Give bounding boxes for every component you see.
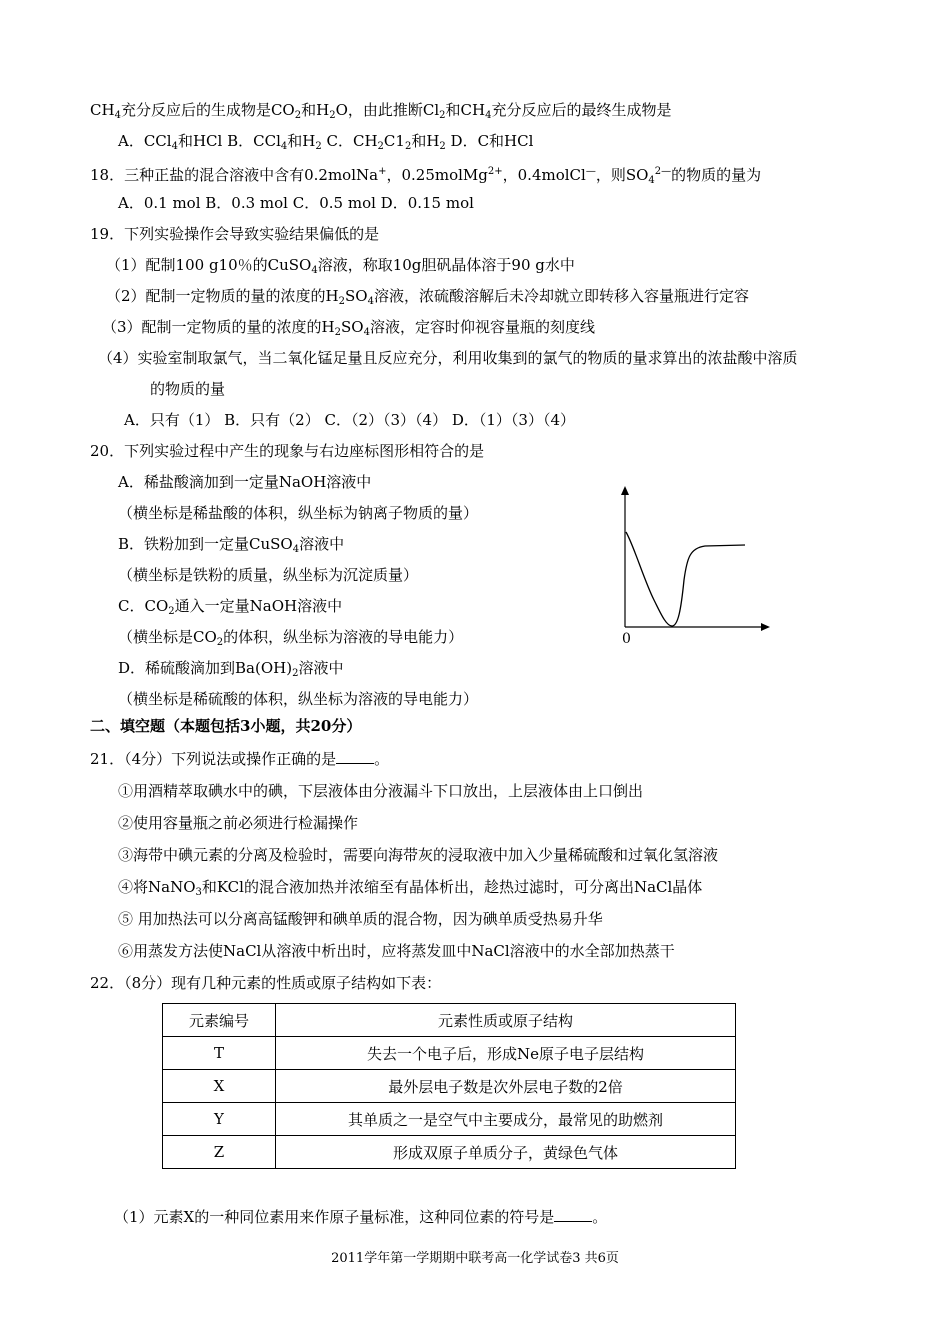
- text-run: C．CH: [321, 132, 378, 150]
- q19-item-3: [102, 317, 595, 343]
- text-run: 溶液，称取10g胆矾晶体溶于90 g水中: [317, 256, 575, 274]
- q19-item-1: [106, 255, 575, 281]
- q19-item-2: [106, 286, 749, 312]
- q20-option-b-note: （横坐标是铁粉的质量，纵坐标为沉淀质量）: [118, 566, 419, 584]
- text-run: 通入一定量NaOH溶液中: [174, 597, 343, 615]
- subscript: 4: [485, 110, 492, 121]
- subscript: 2: [439, 110, 446, 121]
- q19-item-4: （4）实验室制取氯气，当二氧化锰足量且反应充分，利用收集到的氯气的物质的量求算出的浓盐酸中溶质: [98, 349, 798, 367]
- text-run: B．铁粉加到一定量CuSO: [118, 535, 293, 553]
- text-run: C1: [383, 132, 405, 150]
- subscript: 4: [171, 141, 178, 152]
- q22-sub-1: [114, 1207, 607, 1227]
- text-run: 溶液，浓硫酸溶解后未冷却就立即转移入容量瓶进行定容: [373, 287, 749, 305]
- text-run: SO: [345, 287, 368, 305]
- subscript: 4: [311, 265, 318, 276]
- table-header-row: [163, 1004, 736, 1037]
- text-run: ，0.4molCl: [502, 166, 586, 184]
- subscript: 2: [329, 110, 336, 121]
- subscript: 4: [114, 110, 121, 121]
- table-row: [163, 1103, 736, 1136]
- q21-item-5: ⑤ 用加热法可以分离高锰酸钾和碘单质的混合物，因为碘单质受热易升华: [118, 910, 603, 928]
- graph-curve: [626, 532, 745, 626]
- graph-x-arrow: [761, 623, 770, 631]
- text-run: 充分反应后的最终生成物是: [491, 101, 672, 119]
- subscript: 2: [377, 141, 384, 152]
- q19-item-4-cont: 的物质的量: [150, 380, 226, 398]
- answer-blank[interactable]: [336, 749, 374, 764]
- text-run: CH: [90, 101, 115, 119]
- text-run: 和H: [301, 101, 330, 119]
- q21-stem-text: 21．（4分）下列说法或操作正确的是: [90, 750, 337, 768]
- subscript: 3: [195, 887, 202, 898]
- q20-option-c-note: [118, 627, 463, 653]
- q17-stem-line: [90, 100, 671, 126]
- table-row: [163, 1037, 736, 1070]
- superscript: 2+: [487, 166, 503, 177]
- subscript: 4: [363, 327, 370, 338]
- q21-item-3: ③海带中碘元素的分离及检验时，需要向海带灰的浸取液中加入少量稀硫酸和过氧化氢溶液: [118, 846, 719, 864]
- q21-item-6: ⑥用蒸发方法使NaCl从溶液中析出时，应将蒸发皿中NaCl溶液中的水全部加热蒸干: [118, 942, 675, 960]
- table-row: [163, 1136, 736, 1169]
- subscript: 2: [334, 327, 342, 338]
- q22-sub-1-text: （1）元素X的一种同位素用来作原子量标准，这种同位素的符号是: [114, 1208, 555, 1226]
- text-run: ④将NaNO: [118, 878, 196, 896]
- q22-sub-1-end: 。: [592, 1208, 608, 1226]
- q20-coordinate-graph: [610, 480, 780, 650]
- q20-option-a: A．稀盐酸滴加到一定量NaOH溶液中: [118, 473, 372, 491]
- text-run: （横坐标是CO: [118, 628, 217, 646]
- subscript: 2: [439, 141, 446, 152]
- text-run: 充分反应后的生成物是CO: [120, 101, 295, 119]
- text-run: 的体积，纵坐标为溶液的导电能力）: [223, 628, 464, 646]
- q20-option-a-note: （横坐标是稀盐酸的体积，纵坐标为钠离子物质的量）: [118, 504, 479, 522]
- text-run: 溶液中: [298, 659, 344, 677]
- text-run: 和HCl B．CCl: [177, 132, 281, 150]
- subscript: 2: [315, 141, 322, 152]
- text-run: 18．三种正盐的混合溶液中含有0.2molNa: [90, 166, 379, 184]
- q20-stem: 20．下列实验过程中产生的现象与右边座标图形相符合的是: [90, 442, 485, 460]
- text-run: D．C和HCl: [445, 132, 534, 150]
- subscript: 2: [216, 637, 224, 648]
- q21-item-4: [118, 877, 702, 903]
- q21-stem: [90, 749, 389, 769]
- table-cell: 形成双原子单质分子，黄绿色气体: [276, 1136, 736, 1169]
- q21-item-1: ①用酒精萃取碘水中的碘，下层液体由分液漏斗下口放出，上层液体由上口倒出: [118, 782, 644, 800]
- q20-option-d-note: （横坐标是稀硫酸的体积，纵坐标为溶液的导电能力）: [118, 690, 479, 708]
- q19-options: A．只有（1） B．只有（2） C．（2）（3）（4） D．（1）（3）（4）: [124, 411, 576, 429]
- text-run: 的物质的量为: [671, 166, 762, 184]
- page-footer: 2011学年第一学期期中联考高一化学试卷3 共6页: [331, 1251, 619, 1266]
- table-cell: 其单质之一是空气中主要成分，最常见的助燃剂: [276, 1103, 736, 1136]
- table-cell: Z: [163, 1136, 276, 1169]
- text-run: 和H: [287, 132, 316, 150]
- subscript: 2: [292, 668, 299, 679]
- text-run: 溶液，定容时仰视容量瓶的刻度线: [369, 318, 595, 336]
- element-table: [162, 1003, 736, 1169]
- q18-stem: [90, 162, 761, 191]
- text-run: 和H: [411, 132, 440, 150]
- text-run: （2）配制一定物质的量的浓度的H: [106, 287, 339, 305]
- text-run: SO: [341, 318, 364, 336]
- subscript: 2: [294, 110, 302, 121]
- q17-options: [118, 131, 533, 157]
- table-cell: 失去一个电子后，形成Ne原子电子层结构: [276, 1037, 736, 1070]
- table-header: 元素编号: [163, 1004, 276, 1037]
- graph-origin-label: 0: [622, 631, 631, 647]
- text-run: A．CCl: [118, 132, 172, 150]
- table-cell: Y: [163, 1103, 276, 1136]
- q18-options: A．0.1 mol B．0.3 mol C．0.5 mol D．0.15 mol: [118, 194, 474, 212]
- text-run: 和KCl的混合液加热并浓缩至有晶体析出，趁热过滤时，可分离出NaCl晶体: [201, 878, 703, 896]
- superscript: —: [585, 166, 596, 177]
- subscript: 2: [168, 606, 175, 617]
- q21-item-2: ②使用容量瓶之前必须进行检漏操作: [118, 814, 359, 832]
- text-run: （1）配制100 g10％的CuSO: [106, 256, 312, 274]
- subscript: 4: [648, 175, 655, 186]
- text-run: C．CO: [118, 597, 169, 615]
- text-run: （3）配制一定物质的量的浓度的H: [102, 318, 335, 336]
- q20-option-c: [118, 596, 342, 622]
- table-cell: 最外层电子数是次外层电子数的2倍: [276, 1070, 736, 1103]
- q22-stem: 22．（8分）现有几种元素的性质或原子结构如下表：: [90, 974, 442, 992]
- text-run: D．稀硫酸滴加到Ba(OH): [118, 659, 293, 677]
- subscript: 4: [367, 296, 374, 307]
- subscript: 2: [404, 141, 412, 152]
- q20-option-d: [118, 658, 343, 684]
- table-cell: X: [163, 1070, 276, 1103]
- graph-y-arrow: [621, 486, 629, 495]
- q19-stem: 19．下列实验操作会导致实验结果偏低的是: [90, 225, 380, 243]
- table-cell: T: [163, 1037, 276, 1070]
- superscript: 2—: [654, 166, 672, 177]
- text-run: ，则SO: [595, 166, 649, 184]
- q20-option-b: [118, 534, 344, 560]
- text-run: 和CH: [445, 101, 486, 119]
- text-run: ，0.25molMg: [386, 166, 488, 184]
- q21-stem-end: 。: [374, 750, 390, 768]
- subscript: 4: [292, 544, 300, 555]
- section-2-heading: 二、填空题（本题包括3小题，共20分）: [90, 717, 362, 735]
- answer-blank[interactable]: [554, 1207, 592, 1222]
- superscript: +: [378, 166, 387, 177]
- table-header: 元素性质或原子结构: [276, 1004, 736, 1037]
- subscript: 2: [338, 296, 346, 307]
- text-run: O，由此推断Cl: [335, 101, 440, 119]
- subscript: 4: [280, 141, 288, 152]
- text-run: 溶液中: [299, 535, 345, 553]
- table-row: [163, 1070, 736, 1103]
